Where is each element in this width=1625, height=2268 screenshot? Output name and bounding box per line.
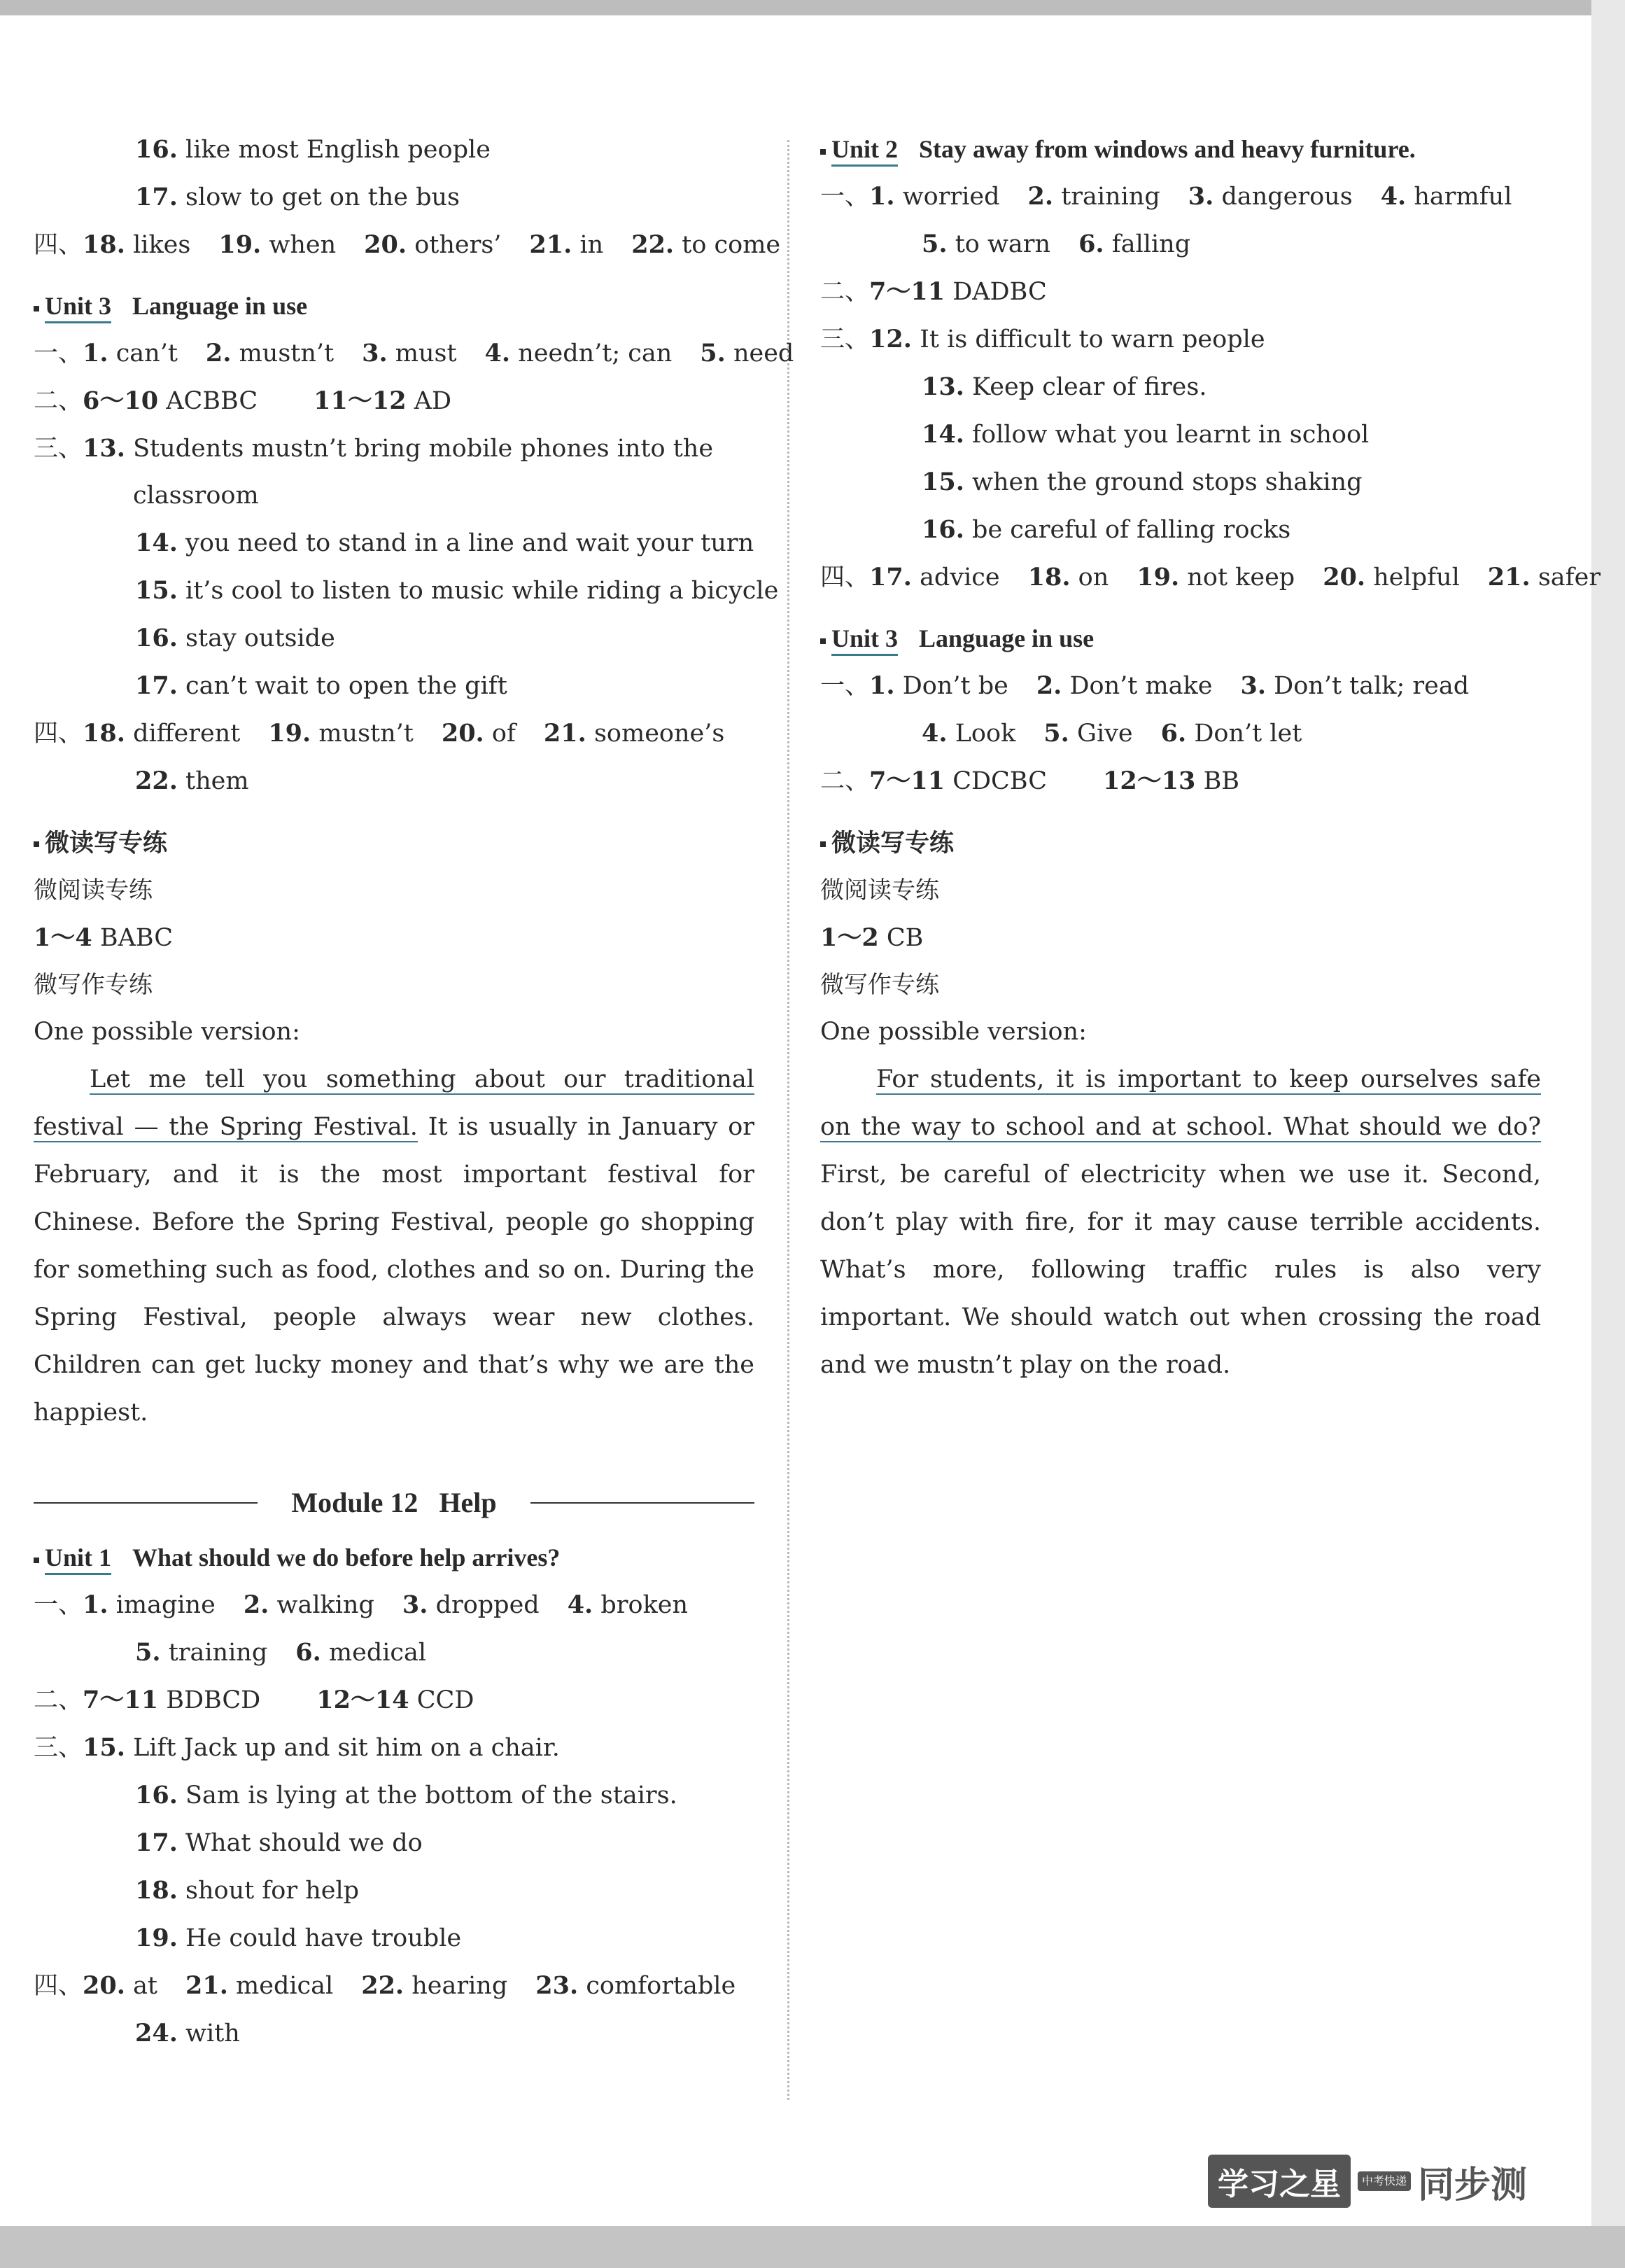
version-label: One possible version: [820, 1018, 1087, 1046]
brand-word: 同步测 [1417, 2164, 1527, 2206]
section-heading: 微读写专练 [34, 820, 754, 867]
answer-line: 16. like most English people [135, 135, 491, 164]
writing-label: 微写作专练 [820, 971, 939, 999]
answer-line: 17. slow to get on the bus [135, 183, 460, 211]
answer-line: classroom [133, 482, 259, 510]
version-label: One possible version: [34, 1018, 300, 1046]
right-scan-edge [1591, 0, 1625, 2268]
sample-essay: For students, it is important to keep ourselves safe on the way to school and at school. What should we do? First, be careful of electricity when we use it. Second, don’t play with fire, for it may cause terrible accidents. What’s more, following traffic rules is also very important. We should watch out when crossing the road and we mustn’t play on the road. [820, 1065, 1541, 1379]
answer-line: 16. be careful of falling rocks [922, 515, 1291, 544]
left-column [34, 126, 794, 2057]
bottom-scan-edge [0, 2226, 1625, 2268]
answer-line: 24. with [135, 2019, 240, 2047]
answer-line: 4. Look 5. Give 6. Don’t let [922, 719, 1302, 748]
top-scan-edge [0, 0, 1625, 15]
reading-answer: 1～2 CB [820, 923, 924, 952]
answer-line: 19. He could have trouble [135, 1924, 462, 1952]
answer-line: 一、1. worried 2. training 3. dangerous 4. harmful [820, 182, 1512, 211]
brand-logo: 学习之星 [1208, 2155, 1351, 2208]
answer-line: 15. when the ground stops shaking [922, 468, 1363, 496]
answer-line: 一、1. imagine 2. walking 3. dropped 4. broken [34, 1590, 689, 1619]
answer-line: 二、7～11 DADBC [820, 277, 1047, 306]
answer-line: 18. shout for help [135, 1876, 360, 1905]
answer-line: 5. to warn 6. falling [922, 230, 1191, 258]
reading-label: 微阅读专练 [34, 876, 153, 904]
answer-line: 15. it’s cool to listen to music while riding a bicycle [135, 576, 779, 605]
reading-label: 微阅读专练 [820, 876, 939, 904]
answer-line: 14. follow what you learnt in school [922, 420, 1370, 449]
reading-answer: 1～4 BABC [34, 923, 174, 952]
sample-essay: Let me tell you something about our traditional festival — the Spring Festival. It is usually in January or February, and it is the most important festival for Chinese. Before the Spring Festival, people go shopping for something such as food, clothes and so on. During the Spring Festival, people always wear new clothes. Children can get lucky money and that’s why we are the happiest. [34, 1065, 755, 1427]
right-column [820, 126, 1601, 1389]
brand-badge: 中考快递 [1358, 2171, 1411, 2191]
answer-line: 16. stay outside [135, 624, 335, 652]
answer-line: 四、18. likes 19. when 20. others’ 21. in 22. to come [34, 230, 781, 259]
answer-line: 13. Keep clear of fires. [922, 372, 1207, 401]
unit-heading: Unit 3 Language in use [820, 615, 1541, 662]
answer-line: 二、7～11 BDBCD 12～14 CCD [34, 1686, 474, 1714]
unit-heading: Unit 1 What should we do before help arrives? [34, 1534, 754, 1581]
answer-line: 一、1. can’t 2. mustn’t 3. must 4. needn’t; can 5. need [34, 339, 794, 368]
module-heading: Module 12 Help [34, 1478, 754, 1527]
answer-line: 三、12. It is difficult to warn people [820, 325, 1265, 354]
answer-line: 四、17. advice 18. on 19. not keep 20. helpful 21. safer [820, 563, 1601, 592]
answer-line: 17. can’t wait to open the gift [135, 671, 507, 700]
answer-line: 5. training 6. medical [135, 1638, 427, 1667]
answer-line: 四、20. at 21. medical 22. hearing 23. comfortable [34, 1971, 736, 2000]
answer-line: 四、18. different 19. mustn’t 20. of 21. someone’s [34, 719, 725, 748]
writing-label: 微写作专练 [34, 971, 153, 999]
publisher-logo [1208, 2155, 1527, 2208]
answer-line: 三、13. Students mustn’t bring mobile phones into the [34, 434, 714, 463]
section-heading: 微读写专练 [820, 820, 1541, 867]
column-divider [787, 140, 789, 2100]
answer-line: 三、15. Lift Jack up and sit him on a chair. [34, 1733, 560, 1762]
answer-line: 14. you need to stand in a line and wait your turn [135, 528, 754, 557]
unit-heading: Unit 2 Stay away from windows and heavy furniture. [820, 126, 1541, 173]
unit-heading: Unit 3 Language in use [34, 283, 754, 330]
answer-line: 17. What should we do [135, 1828, 423, 1857]
answer-line: 二、7～11 CDCBC 12～13 BB [820, 766, 1240, 795]
answer-line: 一、1. Don’t be 2. Don’t make 3. Don’t talk; read [820, 671, 1470, 700]
answer-line: 22. them [135, 766, 249, 795]
answer-line: 16. Sam is lying at the bottom of the stairs. [135, 1781, 677, 1809]
answer-line: 二、6～10 ACBBC 11～12 AD [34, 386, 452, 415]
